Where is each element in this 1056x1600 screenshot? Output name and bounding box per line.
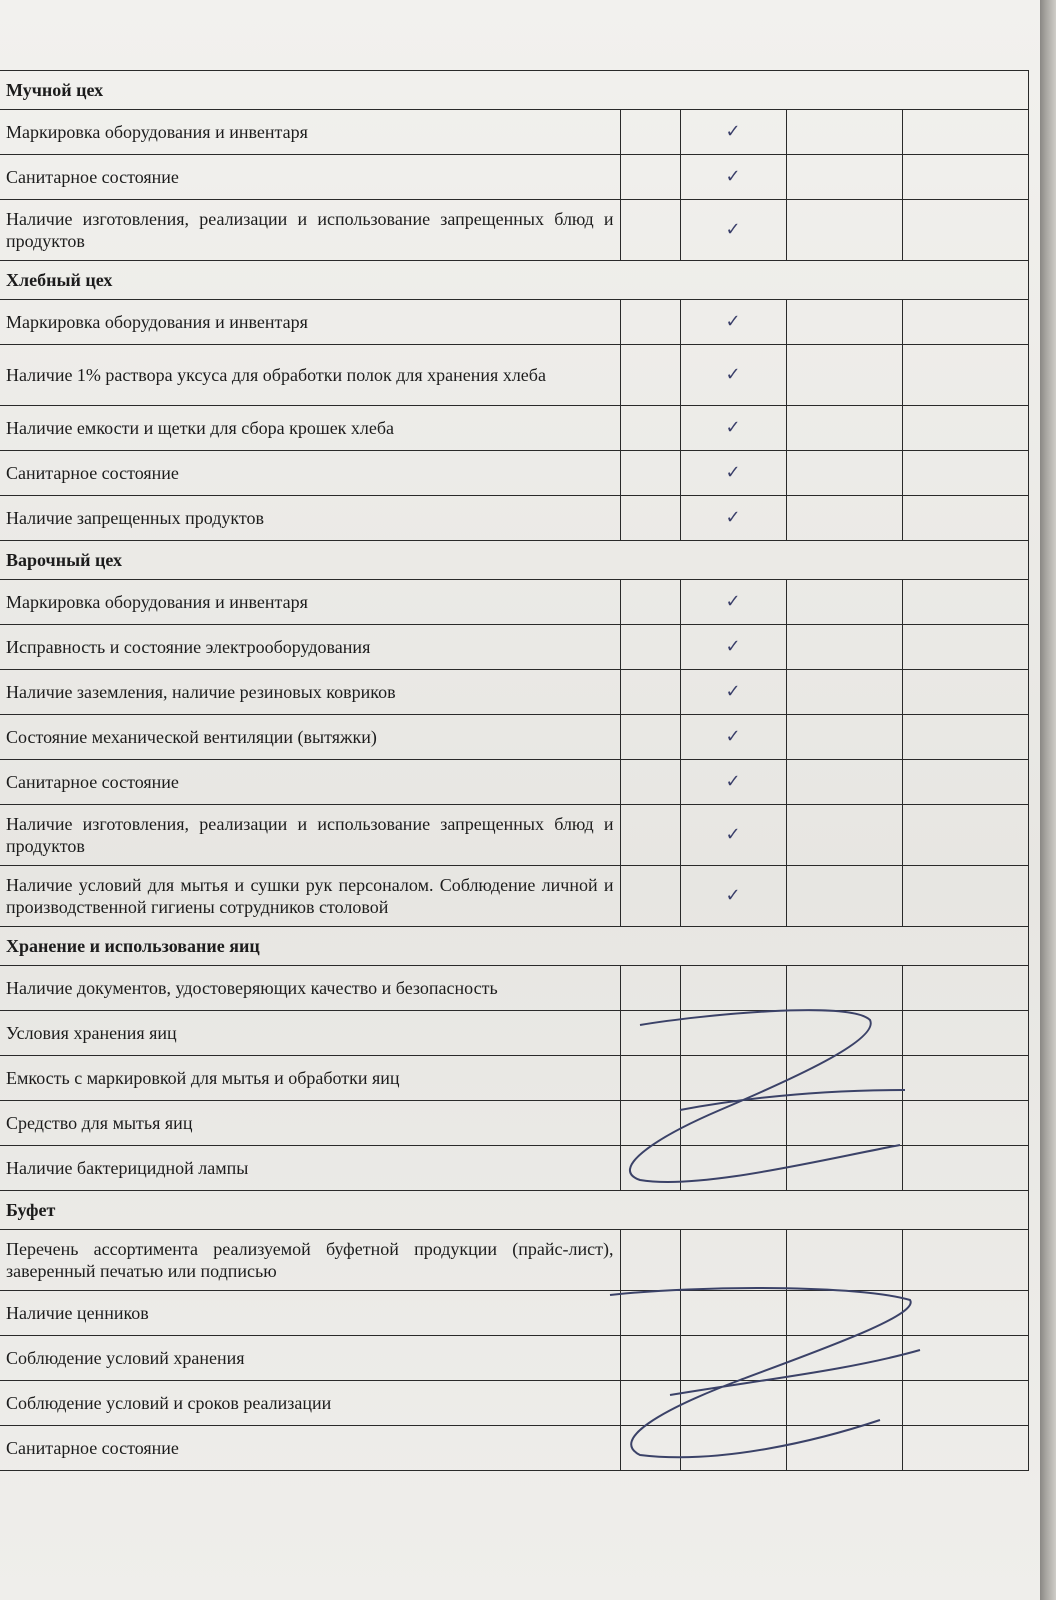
empty-cell [620,1381,680,1426]
empty-cell [786,300,902,345]
empty-cell [786,1291,902,1336]
checklist-item-text: Наличие запрещенных продуктов [0,496,620,541]
empty-cell [786,496,902,541]
checklist-row [0,670,1028,715]
empty-cell [620,625,680,670]
page-edge [1040,0,1056,1600]
check-mark [680,1381,786,1426]
checklist-row [0,760,1028,805]
checklist-row [0,580,1028,625]
checklist-row [0,1056,1028,1101]
empty-cell [902,406,1028,451]
empty-cell [786,200,902,261]
checklist-row [0,1011,1028,1056]
empty-cell [786,1056,902,1101]
check-mark [680,1101,786,1146]
empty-cell [902,300,1028,345]
empty-cell [902,110,1028,155]
empty-cell [620,1056,680,1101]
check-mark: ✓ [680,155,786,200]
checklist-item-text: Состояние механической вентиляции (вытяжки) [0,715,620,760]
section-header-row [0,927,1028,966]
check-mark [680,1291,786,1336]
checklist-item-text: Маркировка оборудования и инвентаря [0,580,620,625]
section-title: Хранение и использование яиц [0,927,1028,966]
check-mark [680,1011,786,1056]
empty-cell [620,1101,680,1146]
empty-cell [902,1381,1028,1426]
empty-cell [620,406,680,451]
check-mark: ✓ [680,496,786,541]
check-mark: ✓ [680,760,786,805]
empty-cell [620,1291,680,1336]
checklist-row [0,496,1028,541]
empty-cell [620,805,680,866]
check-mark [680,1146,786,1191]
empty-cell [786,1146,902,1191]
section-title: Варочный цех [0,541,1028,580]
checklist-item-text: Маркировка оборудования и инвентаря [0,110,620,155]
empty-cell [902,1336,1028,1381]
empty-cell [786,760,902,805]
empty-cell [620,1426,680,1471]
empty-cell [902,155,1028,200]
check-mark [680,1426,786,1471]
checklist-row [0,625,1028,670]
empty-cell [786,1011,902,1056]
empty-cell [786,670,902,715]
checklist-row [0,1101,1028,1146]
empty-cell [786,451,902,496]
empty-cell [786,580,902,625]
checklist-item-text: Наличие изготовления, реализации и использование запрещенных блюд и продуктов [0,805,620,866]
check-mark: ✓ [680,110,786,155]
checklist-row [0,110,1028,155]
empty-cell [620,451,680,496]
checklist-row [0,866,1028,927]
check-mark [680,1056,786,1101]
empty-cell [786,805,902,866]
checklist-row [0,345,1028,406]
checklist-item-text: Санитарное состояние [0,155,620,200]
checklist-item-text: Исправность и состояние электрооборудования [0,625,620,670]
empty-cell [620,300,680,345]
checklist-table [0,70,1029,1471]
checklist-item-text: Условия хранения яиц [0,1011,620,1056]
section-header-row [0,541,1028,580]
checklist-row [0,966,1028,1011]
empty-cell [902,496,1028,541]
checklist-item-text: Маркировка оборудования и инвентаря [0,300,620,345]
checklist-item-text: Соблюдение условий хранения [0,1336,620,1381]
empty-cell [620,155,680,200]
empty-cell [902,866,1028,927]
check-mark: ✓ [680,625,786,670]
section-header-row [0,1191,1028,1230]
empty-cell [786,625,902,670]
checklist-item-text: Санитарное состояние [0,760,620,805]
check-mark: ✓ [680,451,786,496]
empty-cell [902,451,1028,496]
checklist-row [0,805,1028,866]
empty-cell [620,580,680,625]
empty-cell [902,1291,1028,1336]
empty-cell [786,345,902,406]
checklist-row [0,1291,1028,1336]
checklist-item-text: Наличие емкости и щетки для сбора крошек хлеба [0,406,620,451]
check-mark: ✓ [680,200,786,261]
section-header-row [0,71,1028,110]
checklist-item-text: Наличие условий для мытья и сушки рук персоналом. Соблюдение личной и производственной гигиены сотрудников столовой [0,866,620,927]
empty-cell [902,1426,1028,1471]
empty-cell [620,496,680,541]
section-title: Буфет [0,1191,1028,1230]
check-mark: ✓ [680,805,786,866]
empty-cell [786,155,902,200]
empty-cell [786,715,902,760]
empty-cell [786,110,902,155]
empty-cell [902,966,1028,1011]
empty-cell [620,670,680,715]
empty-cell [620,1336,680,1381]
empty-cell [902,715,1028,760]
empty-cell [786,1426,902,1471]
empty-cell [786,406,902,451]
empty-cell [902,200,1028,261]
section-title: Мучной цех [0,71,1028,110]
empty-cell [902,760,1028,805]
checklist-item-text: Наличие 1% раствора уксуса для обработки полок для хранения хлеба [0,345,620,406]
empty-cell [620,345,680,406]
empty-cell [902,670,1028,715]
checklist-row [0,1230,1028,1291]
empty-cell [902,1101,1028,1146]
checklist-row [0,200,1028,261]
empty-cell [902,1230,1028,1291]
checklist-item-text: Наличие ценников [0,1291,620,1336]
empty-cell [902,625,1028,670]
checklist-item-text: Санитарное состояние [0,1426,620,1471]
check-mark: ✓ [680,406,786,451]
checklist-item-text: Наличие бактерицидной лампы [0,1146,620,1191]
empty-cell [620,866,680,927]
checklist-item-text: Средство для мытья яиц [0,1101,620,1146]
empty-cell [902,805,1028,866]
empty-cell [620,760,680,805]
checklist-item-text: Наличие документов, удостоверяющих качество и безопасность [0,966,620,1011]
empty-cell [620,200,680,261]
empty-cell [620,1146,680,1191]
empty-cell [786,1230,902,1291]
empty-cell [620,110,680,155]
checklist-item-text: Емкость с маркировкой для мытья и обработки яиц [0,1056,620,1101]
checklist-row [0,1146,1028,1191]
empty-cell [620,715,680,760]
checklist-row [0,715,1028,760]
check-mark: ✓ [680,866,786,927]
checklist-item-text: Соблюдение условий и сроков реализации [0,1381,620,1426]
checklist-row [0,1426,1028,1471]
check-mark: ✓ [680,580,786,625]
check-mark [680,966,786,1011]
section-header-row [0,261,1028,300]
checklist-row [0,1336,1028,1381]
empty-cell [620,1011,680,1056]
empty-cell [902,580,1028,625]
checklist-item-text: Наличие изготовления, реализации и использование запрещенных блюд и продуктов [0,200,620,261]
check-mark: ✓ [680,670,786,715]
check-mark: ✓ [680,300,786,345]
check-mark: ✓ [680,345,786,406]
empty-cell [902,1056,1028,1101]
checklist-row [0,300,1028,345]
checklist-row [0,1381,1028,1426]
check-mark [680,1336,786,1381]
checklist-item-text: Санитарное состояние [0,451,620,496]
empty-cell [786,966,902,1011]
checklist-item-text: Наличие заземления, наличие резиновых ковриков [0,670,620,715]
empty-cell [786,1101,902,1146]
check-mark: ✓ [680,715,786,760]
empty-cell [620,1230,680,1291]
empty-cell [902,1146,1028,1191]
check-mark [680,1230,786,1291]
empty-cell [786,866,902,927]
empty-cell [902,1011,1028,1056]
checklist-row [0,155,1028,200]
empty-cell [620,966,680,1011]
checklist-row [0,451,1028,496]
checklist-item-text: Перечень ассортимента реализуемой буфетной продукции (прайс-лист), заверенный печатью или подписью [0,1230,620,1291]
empty-cell [786,1381,902,1426]
empty-cell [786,1336,902,1381]
checklist-row [0,406,1028,451]
section-title: Хлебный цех [0,261,1028,300]
empty-cell [902,345,1028,406]
